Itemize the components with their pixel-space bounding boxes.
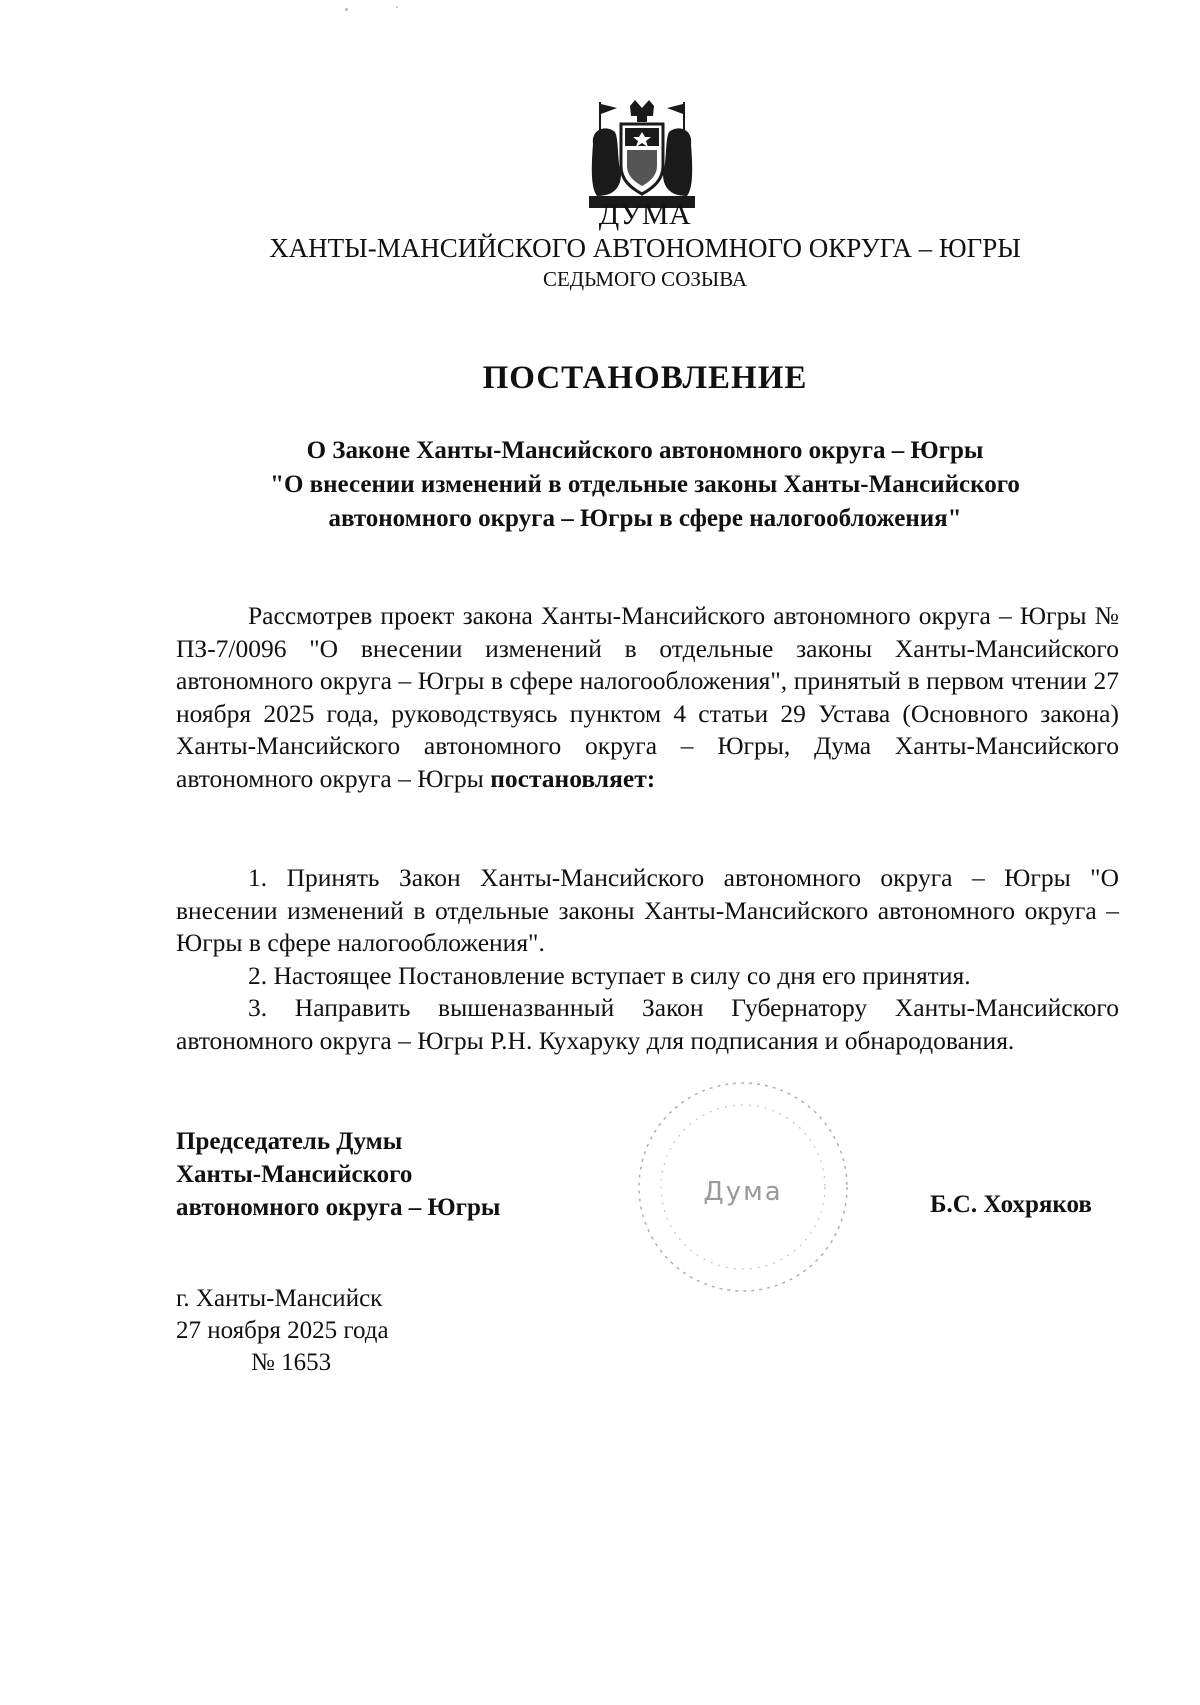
preamble-text: Рассмотрев проект закона Ханты-Мансийского автономного округа – Югры № ПЗ-7/0096 "О внесении изменений в отдельные законы Ханты-Мансийского автономного округа – Югры в сфере налогообложения", принятый в первом чтении 27 ноября 2025 года, руководствуясь пунктом 4 статьи 29 Устава (Основного закона) Ханты-Мансийского автономного округа – Югры, Дума Ханты-Мансийского автономного округа – Югры xyxy=(176,601,1119,793)
signer-position xyxy=(176,1125,500,1224)
scan-speck xyxy=(396,6,398,8)
date: 27 ноября 2025 года xyxy=(176,1317,389,1344)
official-stamp xyxy=(628,1072,858,1302)
subject-line: "О внесении изменений в отдельные законы Ханты-Мансийского xyxy=(270,471,1020,498)
subject-line: О Законе Ханты-Мансийского автономного округа – Югры xyxy=(306,437,984,464)
document-number: № 1653 xyxy=(251,1349,332,1376)
signer-position-line: Председатель Думы xyxy=(176,1128,403,1155)
preamble-paragraph xyxy=(176,600,1119,795)
document-type: ПОСТАНОВЛЕНИЕ xyxy=(482,360,808,396)
scan-speck xyxy=(345,8,348,11)
org-title: ДУМА xyxy=(598,198,692,231)
org-convocation: СЕДЬМОГО СОЗЫВА xyxy=(542,267,748,291)
resolution-item: 1. Принять Закон Ханты-Мансийского автономного округа – Югры "О внесении изменений в отдельные законы Ханты-Мансийского автономного округа – Югры в сфере налогообложения". xyxy=(176,863,1119,957)
decision-word: постановляет: xyxy=(490,763,656,793)
signer-name: Б.С. Хохряков xyxy=(930,1191,1092,1218)
signer-position-line: автономного округа – Югры xyxy=(176,1194,501,1221)
resolution-items xyxy=(176,862,1119,1057)
coat-of-arms-icon xyxy=(587,100,697,210)
resolution-item: 3. Направить вышеназванный Закон Губернатору Ханты-Мансийского автономного округа – Югры Р.Н. Кухаруку для подписания и обнародования. xyxy=(176,993,1119,1055)
stamp-text: Дума xyxy=(703,1177,783,1207)
subject-line: автономного округа – Югры в сфере налогообложения" xyxy=(328,505,962,532)
place: г. Ханты-Мансийск xyxy=(176,1285,383,1312)
place-and-date xyxy=(176,1283,389,1379)
document-subject xyxy=(200,434,1090,536)
org-region: ХАНТЫ-МАНСИЙСКОГО АВТОНОМНОГО ОКРУГА – ЮГРЫ xyxy=(269,233,1021,263)
resolution-item: 2. Настоящее Постановление вступает в силу со дня его принятия. xyxy=(248,960,971,990)
signer-position-line: Ханты-Мансийского xyxy=(176,1161,413,1188)
